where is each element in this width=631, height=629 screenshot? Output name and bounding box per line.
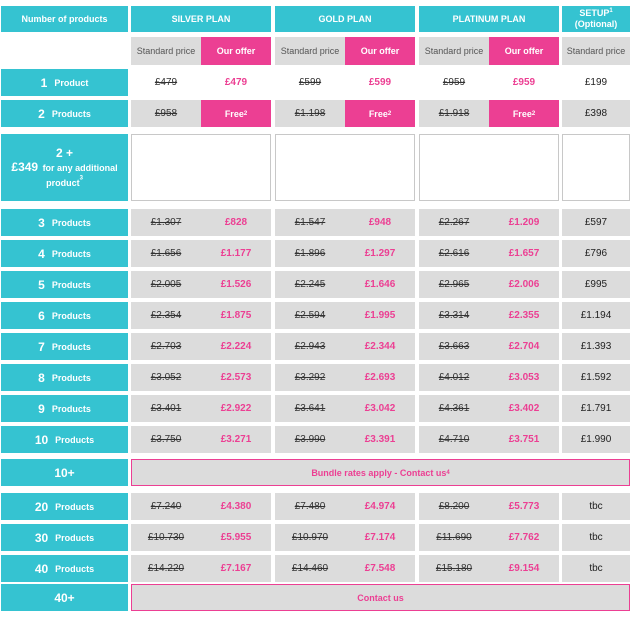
platinum-standard-price <box>419 426 489 453</box>
setup-price <box>562 100 630 127</box>
standard-price-value: £10.730 <box>147 532 185 543</box>
gold-offer-price <box>345 209 415 236</box>
platinum-standard-price <box>419 364 489 391</box>
silver-offer-price <box>201 333 271 360</box>
platinum-standard-price <box>419 100 489 127</box>
offer-free: Free <box>512 108 532 119</box>
row-label <box>1 333 128 360</box>
row-number: 7 <box>38 339 45 354</box>
gold-offer-price <box>345 555 415 582</box>
gold-standard-price <box>275 100 345 127</box>
setup-price-value: £597 <box>584 217 608 228</box>
row-label-10-plus <box>1 459 128 486</box>
setup-price <box>562 333 630 360</box>
offer-price-value: £2.922 <box>220 403 252 414</box>
sub-setup-standard-label: Standard price <box>566 46 626 56</box>
setup-price <box>562 364 630 391</box>
standard-price-value: £10.970 <box>291 532 329 543</box>
header-setup-title <box>579 8 612 19</box>
sub-platinum-standard <box>419 37 489 65</box>
header-silver-plan <box>131 6 271 32</box>
platinum-standard-price <box>419 271 489 298</box>
standard-price-value: £3.292 <box>294 372 326 383</box>
row-number: 6 <box>38 308 45 323</box>
offer-price-value: £5.773 <box>508 501 540 512</box>
silver-offer-price <box>201 271 271 298</box>
offer-price-value: £3.402 <box>508 403 540 414</box>
row-label-text: Products <box>51 217 91 228</box>
row-label <box>1 364 128 391</box>
setup-price <box>562 555 630 582</box>
row-label-additional <box>1 134 128 201</box>
header-platinum-label: PLATINUM PLAN <box>452 14 526 24</box>
platinum-offer-price <box>489 555 559 582</box>
offer-price-value: £7.762 <box>508 532 540 543</box>
gold-standard-price <box>275 524 345 551</box>
row-number: 2 <box>38 106 45 121</box>
gold-standard-price <box>275 395 345 422</box>
row-label-text: Products <box>51 108 91 119</box>
standard-price-value: £3.663 <box>438 341 470 352</box>
setup-price-value: £199 <box>584 77 608 88</box>
row-number: 1 <box>40 75 48 90</box>
sub-gold-offer-label: Our offer <box>360 46 400 56</box>
header-gold-plan <box>275 6 415 32</box>
silver-standard-price <box>131 69 201 96</box>
setup-price-value: £796 <box>584 248 608 259</box>
platinum-offer-price <box>489 426 559 453</box>
setup-price <box>562 240 630 267</box>
silver-additional-empty <box>131 134 271 201</box>
silver-offer-price: Free 2 <box>201 100 271 127</box>
platinum-standard-price <box>419 395 489 422</box>
platinum-standard-price <box>419 209 489 236</box>
standard-price-value: £2.703 <box>150 341 182 352</box>
offer-price-value: £3.042 <box>364 403 396 414</box>
gold-standard-price <box>275 555 345 582</box>
standard-price-value: £3.401 <box>150 403 182 414</box>
gold-standard-price <box>275 240 345 267</box>
row-number: 4 <box>38 246 45 261</box>
setup-price-value: £398 <box>584 108 608 119</box>
gold-offer-price <box>345 333 415 360</box>
gold-standard-price <box>275 271 345 298</box>
setup-price-value: £1.791 <box>580 403 612 414</box>
offer-price-value: £5.955 <box>220 532 252 543</box>
header-products-label: Number of products <box>21 14 108 24</box>
row-label <box>1 302 128 329</box>
silver-offer-price <box>201 302 271 329</box>
silver-offer-price <box>201 524 271 551</box>
setup-price-value: tbc <box>589 563 603 574</box>
row-number: 3 <box>38 215 45 230</box>
footnote-3: 3 <box>79 175 83 182</box>
gold-standard-price <box>275 426 345 453</box>
offer-price-value: £959 <box>512 77 536 88</box>
gold-standard-price <box>275 69 345 96</box>
row-label <box>1 524 128 551</box>
setup-price-value: tbc <box>589 532 603 543</box>
offer-price-value: £3.751 <box>508 434 540 445</box>
additional-row-title: 2 + <box>55 145 73 160</box>
offer-free: Free <box>224 108 244 119</box>
row-label-text: Products <box>55 563 95 574</box>
row-label <box>1 555 128 582</box>
row-label-2 <box>1 100 128 127</box>
offer-price-value: £1.177 <box>220 248 252 259</box>
offer-price-value: £1.875 <box>220 310 252 321</box>
standard-price-value: £2.943 <box>294 341 326 352</box>
row-number: 8 <box>38 370 45 385</box>
gold-standard-price <box>275 364 345 391</box>
setup-price <box>562 395 630 422</box>
silver-offer-price <box>201 555 271 582</box>
additional-row-desc <box>1 160 128 190</box>
platinum-standard-price <box>419 302 489 329</box>
platinum-offer-price <box>489 69 559 96</box>
silver-standard-price <box>131 426 201 453</box>
silver-offer-price <box>201 364 271 391</box>
row-number: 10+ <box>54 465 75 480</box>
header-silver-label: SILVER PLAN <box>171 14 231 24</box>
standard-price-value: £3.641 <box>294 403 326 414</box>
standard-price-value: £2.267 <box>438 217 470 228</box>
row-label-text: Products <box>51 403 91 414</box>
sub-gold-standard <box>275 37 345 65</box>
gold-additional-empty <box>275 134 415 201</box>
platinum-offer-price <box>489 364 559 391</box>
offer-free: Free <box>368 108 388 119</box>
row-number: 20 <box>34 499 49 514</box>
offer-price-value: £2.693 <box>364 372 396 383</box>
standard-price-value: £3.052 <box>150 372 182 383</box>
offer-price-value: £7.167 <box>220 563 252 574</box>
offer-price-value: £2.006 <box>508 279 540 290</box>
header-setup-note: (Optional) <box>574 19 618 29</box>
platinum-offer-price <box>489 209 559 236</box>
standard-price-value: £3.314 <box>438 310 470 321</box>
silver-standard-price <box>131 524 201 551</box>
platinum-offer-price <box>489 333 559 360</box>
header-setup <box>562 6 630 32</box>
gold-offer-price <box>345 524 415 551</box>
gold-standard-price <box>275 302 345 329</box>
standard-price-value: £3.990 <box>294 434 326 445</box>
setup-price-value: tbc <box>589 501 603 512</box>
offer-price-value: £9.154 <box>508 563 540 574</box>
offer-price-value: £1.297 <box>364 248 396 259</box>
row-label-text: Products <box>55 434 95 445</box>
row-label <box>1 240 128 267</box>
row-number: 40 <box>34 561 49 576</box>
row-label <box>1 395 128 422</box>
standard-price-value: £1.547 <box>294 217 326 228</box>
contact-us-text: Contact us <box>357 592 404 603</box>
row-label-1 <box>1 69 128 96</box>
gold-offer-price <box>345 493 415 520</box>
row-label-40-plus <box>1 584 128 611</box>
standard-price-value: £11.690 <box>436 532 472 543</box>
row-number: 5 <box>38 277 45 292</box>
row-label-text: Products <box>51 341 91 352</box>
bundle-rates-banner: Bundle rates apply - Contact us 4 <box>131 459 630 486</box>
silver-offer-price <box>201 69 271 96</box>
gold-offer-price <box>345 271 415 298</box>
row-number: 40+ <box>54 590 75 605</box>
offer-price-value: £4.974 <box>364 501 396 512</box>
standard-price-value: £4.361 <box>438 403 470 414</box>
sub-platinum-offer-label: Our offer <box>504 46 544 56</box>
silver-offer-price <box>201 426 271 453</box>
offer-price-value: £828 <box>224 217 248 228</box>
platinum-offer-price <box>489 271 559 298</box>
row-label-text: Products <box>51 372 91 383</box>
offer-price-value: £4.380 <box>220 501 252 512</box>
offer-price-value: £3.271 <box>220 434 252 445</box>
sub-silver-offer <box>201 37 271 65</box>
setup-price-value: £1.393 <box>580 341 612 352</box>
silver-standard-price <box>131 333 201 360</box>
standard-price-value: £14.220 <box>147 563 185 574</box>
standard-price-value: £959 <box>442 77 466 88</box>
offer-price-value: £7.548 <box>364 563 396 574</box>
setup-price-value: £1.194 <box>580 310 612 321</box>
setup-price-value: £1.592 <box>580 372 612 383</box>
silver-offer-price <box>201 209 271 236</box>
setup-price <box>562 302 630 329</box>
standard-price-value: £2.594 <box>294 310 326 321</box>
standard-price-value: £2.005 <box>150 279 182 290</box>
gold-standard-price <box>275 493 345 520</box>
offer-price-value: £1.657 <box>508 248 540 259</box>
row-label-text: Product <box>54 77 89 88</box>
row-label-text: Products <box>51 279 91 290</box>
platinum-offer-price: Free 2 <box>489 100 559 127</box>
row-label <box>1 493 128 520</box>
offer-price-value: £7.174 <box>364 532 396 543</box>
standard-price-value: £15.180 <box>435 563 473 574</box>
standard-price-value: £479 <box>154 77 178 88</box>
setup-price-value: £1.990 <box>580 434 612 445</box>
silver-offer-price <box>201 395 271 422</box>
offer-price-value: £1.995 <box>364 310 396 321</box>
platinum-standard-price <box>419 69 489 96</box>
silver-standard-price <box>131 364 201 391</box>
setup-price <box>562 426 630 453</box>
silver-standard-price <box>131 100 201 127</box>
footnote-1: 1 <box>609 8 613 14</box>
standard-price-value: £1.656 <box>150 248 182 259</box>
standard-price-value: £7.240 <box>150 501 182 512</box>
row-label <box>1 426 128 453</box>
gold-standard-price <box>275 333 345 360</box>
sub-silver-offer-label: Our offer <box>216 46 256 56</box>
row-label <box>1 209 128 236</box>
setup-price <box>562 493 630 520</box>
standard-price-value: £1.307 <box>150 217 182 228</box>
offer-price-value: £3.053 <box>508 372 540 383</box>
offer-price-value: £2.344 <box>364 341 396 352</box>
row-number: 30 <box>34 530 49 545</box>
setup-price <box>562 271 630 298</box>
silver-standard-price <box>131 555 201 582</box>
platinum-offer-price <box>489 524 559 551</box>
standard-price-value: £2.965 <box>438 279 470 290</box>
standard-price-value: £4.012 <box>438 372 470 383</box>
standard-price-value: £2.245 <box>294 279 326 290</box>
sub-platinum-offer <box>489 37 559 65</box>
bundle-rates-text: Bundle rates apply - Contact us <box>311 467 447 478</box>
header-platinum-plan <box>419 6 559 32</box>
standard-price-value: £2.616 <box>438 248 470 259</box>
platinum-offer-price <box>489 395 559 422</box>
gold-standard-price <box>275 209 345 236</box>
gold-offer-price <box>345 69 415 96</box>
offer-price-value: £599 <box>368 77 392 88</box>
silver-standard-price <box>131 302 201 329</box>
platinum-offer-price <box>489 493 559 520</box>
offer-price-value: £1.209 <box>508 217 540 228</box>
contact-us-banner <box>131 584 630 611</box>
sub-setup-standard <box>562 37 630 65</box>
offer-price-value: £2.224 <box>220 341 252 352</box>
additional-product-desc: for any additional product <box>42 162 118 188</box>
silver-standard-price <box>131 209 201 236</box>
standard-price-value: £1.198 <box>294 108 326 119</box>
platinum-standard-price <box>419 493 489 520</box>
header-products <box>1 6 128 32</box>
gold-offer-price: Free 2 <box>345 100 415 127</box>
platinum-standard-price <box>419 240 489 267</box>
setup-price-value: £995 <box>584 279 608 290</box>
standard-price-value: £599 <box>298 77 322 88</box>
row-label-text: Products <box>55 532 95 543</box>
header-gold-label: GOLD PLAN <box>318 14 372 24</box>
sub-gold-standard-label: Standard price <box>280 46 340 56</box>
platinum-standard-price <box>419 333 489 360</box>
standard-price-value: £1.896 <box>294 248 326 259</box>
silver-standard-price <box>131 271 201 298</box>
standard-price-value: £14.460 <box>291 563 329 574</box>
platinum-offer-price <box>489 240 559 267</box>
standard-price-value: £2.354 <box>150 310 182 321</box>
setup-price <box>562 69 630 96</box>
offer-price-value: £2.355 <box>508 310 540 321</box>
row-label-text: Products <box>55 501 95 512</box>
offer-price-value: £479 <box>224 77 248 88</box>
offer-price-value: £1.646 <box>364 279 396 290</box>
platinum-additional-empty <box>419 134 559 201</box>
gold-offer-price <box>345 395 415 422</box>
offer-price-value: £3.391 <box>364 434 396 445</box>
gold-offer-price <box>345 426 415 453</box>
row-number: 10 <box>34 432 49 447</box>
silver-offer-price <box>201 493 271 520</box>
standard-price-value: £958 <box>154 108 178 119</box>
silver-standard-price <box>131 240 201 267</box>
sub-gold-offer <box>345 37 415 65</box>
standard-price-value: £3.750 <box>150 434 182 445</box>
standard-price-value: £4.710 <box>438 434 470 445</box>
sub-platinum-standard-label: Standard price <box>424 46 484 56</box>
row-label <box>1 271 128 298</box>
gold-offer-price <box>345 302 415 329</box>
gold-offer-price <box>345 364 415 391</box>
silver-standard-price <box>131 493 201 520</box>
standard-price-value: £1.918 <box>438 108 470 119</box>
setup-price <box>562 209 630 236</box>
row-label-text: Products <box>51 310 91 321</box>
platinum-standard-price <box>419 555 489 582</box>
platinum-standard-price <box>419 524 489 551</box>
row-label-text: Products <box>51 248 91 259</box>
standard-price-value: £8.200 <box>438 501 470 512</box>
sub-silver-standard <box>131 37 201 65</box>
row-number: 9 <box>38 401 45 416</box>
additional-product-price: £349 <box>11 159 39 174</box>
offer-price-value: £2.704 <box>508 341 540 352</box>
offer-price-value: £2.573 <box>220 372 252 383</box>
gold-offer-price <box>345 240 415 267</box>
offer-price-value: £948 <box>368 217 392 228</box>
header-setup-label: SETUP <box>579 8 610 18</box>
platinum-offer-price <box>489 302 559 329</box>
setup-price <box>562 524 630 551</box>
setup-additional-empty <box>562 134 630 201</box>
sub-silver-standard-label: Standard price <box>136 46 196 56</box>
offer-price-value: £1.526 <box>220 279 252 290</box>
silver-standard-price <box>131 395 201 422</box>
silver-offer-price <box>201 240 271 267</box>
standard-price-value: £7.480 <box>294 501 326 512</box>
